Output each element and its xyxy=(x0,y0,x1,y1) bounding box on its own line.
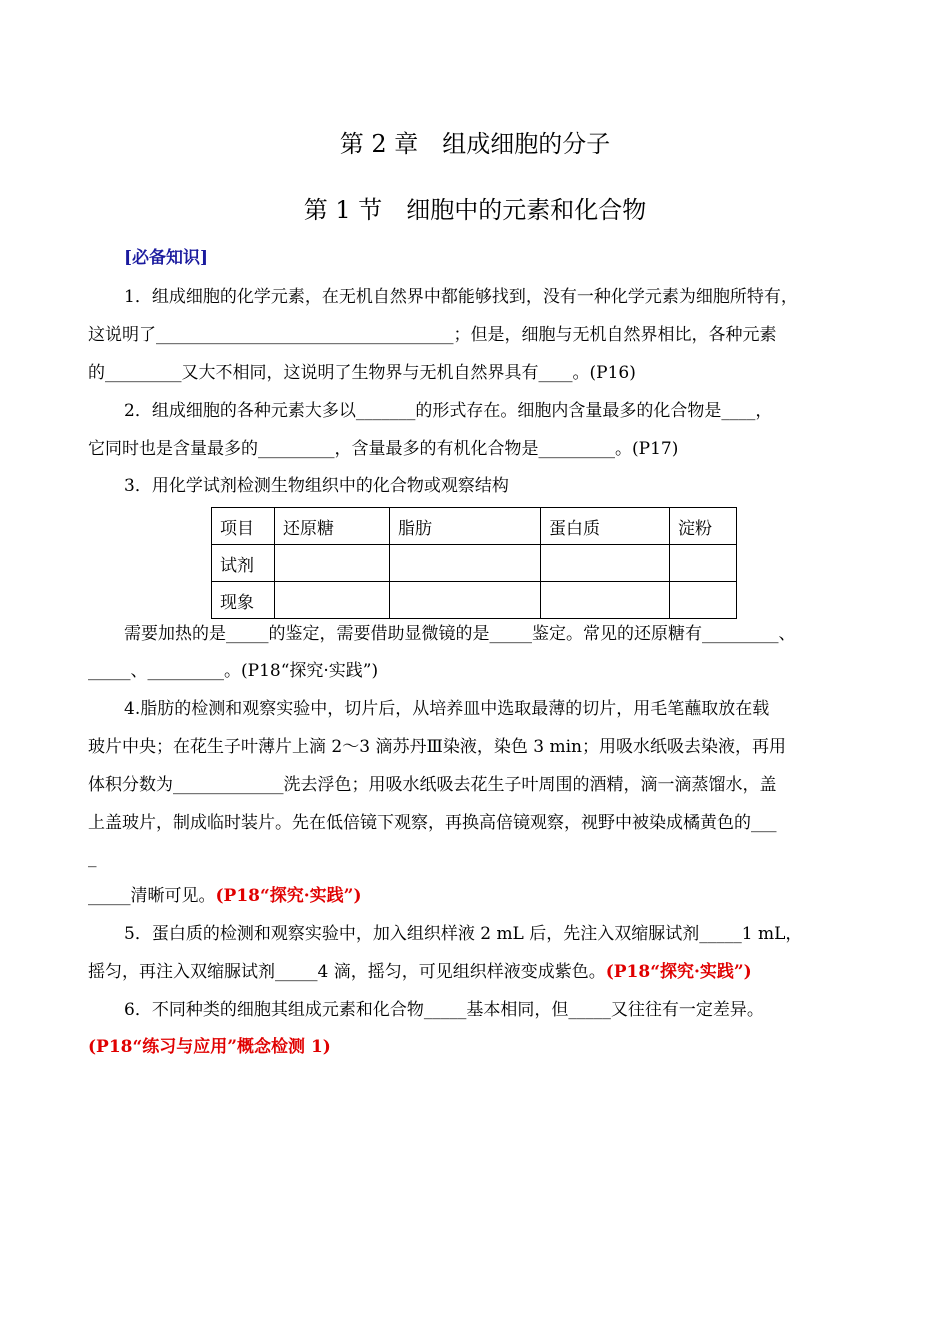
q3-after-line-1: 需要加热的是_____的鉴定，需要借助显微镜的是_____鉴定。常见的还原糖有_________、 xyxy=(124,624,796,644)
table-cell xyxy=(670,582,737,619)
q4-line-1: 4.脂肪的检测和观察实验中，切片后，从培养皿中选取最薄的切片，用毛笔蘸取放在载 xyxy=(124,699,770,719)
table-header-cell: 蛋白质 xyxy=(541,508,670,545)
section-heading: [必备知识] xyxy=(124,248,209,268)
q3-line-1: 3．用化学试剂检测生物组织中的化合物或观察结构 xyxy=(124,476,509,496)
q1-line-1: 1．组成细胞的化学元素，在无机自然界中都能够找到，没有一种化学元素为细胞所特有， xyxy=(124,287,798,307)
q5-line-1: 5．蛋白质的检测和观察实验中，加入组织样液 2 mL 后，先注入双缩脲试剂_____1 mL， xyxy=(124,924,803,944)
table-header-row xyxy=(212,508,737,545)
table-cell xyxy=(541,582,670,619)
q5-line-2 xyxy=(88,960,752,984)
q5-reference: (P18“探究·实践”) xyxy=(605,962,752,982)
section-title: 第 1 节 细胞中的元素和化合物 xyxy=(303,196,647,224)
table-cell xyxy=(275,582,390,619)
q5-line-2-text: 摇匀，再注入双缩脲试剂_____4 滴，摇匀，可见组织样液变成紫色。 xyxy=(88,962,606,982)
q4-reference: (P18“探究·实践”) xyxy=(215,886,362,906)
table-cell xyxy=(390,545,541,582)
table-cell xyxy=(390,582,541,619)
q4-line-2: 玻片中央；在花生子叶薄片上滴 2～3 滴苏丹Ⅲ染液，染色 3 min；用吸水纸吸去染液，再用 xyxy=(88,737,786,757)
table-row xyxy=(212,582,737,619)
reagent-table xyxy=(211,507,737,619)
q1-line-3: 的_________又大不相同，这说明了生物界与无机自然界具有____。(P16) xyxy=(88,363,636,383)
q2-line-1: 2．组成细胞的各种元素大多以_______的形式存在。细胞内含量最多的化合物是____， xyxy=(124,401,773,421)
table-cell xyxy=(670,545,737,582)
q4-line-6-text: _____清晰可见。 xyxy=(88,886,216,906)
table-header-cell: 还原糖 xyxy=(275,508,390,545)
table-cell: 现象 xyxy=(212,582,275,619)
table-row xyxy=(212,545,737,582)
q4-line-6 xyxy=(88,884,362,908)
table-header-cell: 脂肪 xyxy=(390,508,541,545)
q2-line-2: 它同时也是含量最多的_________，含量最多的有机化合物是_________。(P17) xyxy=(88,439,679,459)
table-cell: 试剂 xyxy=(212,545,275,582)
q6-reference: (P18“练习与应用”概念检测 1) xyxy=(88,1037,331,1057)
chapter-title: 第 2 章 组成细胞的分子 xyxy=(339,130,611,158)
q6-line-1: 6．不同种类的细胞其组成元素和化合物_____基本相同，但_____又往往有一定差异。 xyxy=(124,1000,764,1020)
q4-line-3: 体积分数为_____________洗去浮色；用吸水纸吸去花生子叶周围的酒精，滴一滴蒸馏水，盖 xyxy=(88,775,777,795)
table-cell xyxy=(275,545,390,582)
q3-after-line-2: _____、_________。(P18“探究·实践”) xyxy=(88,661,379,681)
table-cell xyxy=(541,545,670,582)
q4-line-4: 上盖玻片，制成临时装片。先在低倍镜下观察，再换高倍镜观察，视野中被染成橘黄色的___ xyxy=(88,813,777,833)
q4-line-5: _ xyxy=(88,848,97,868)
table-header-cell: 淀粉 xyxy=(670,508,737,545)
q1-line-2: 这说明了___________________________________；但是，细胞与无机自然界相比，各种元素 xyxy=(88,325,777,345)
table-header-cell: 项目 xyxy=(212,508,275,545)
